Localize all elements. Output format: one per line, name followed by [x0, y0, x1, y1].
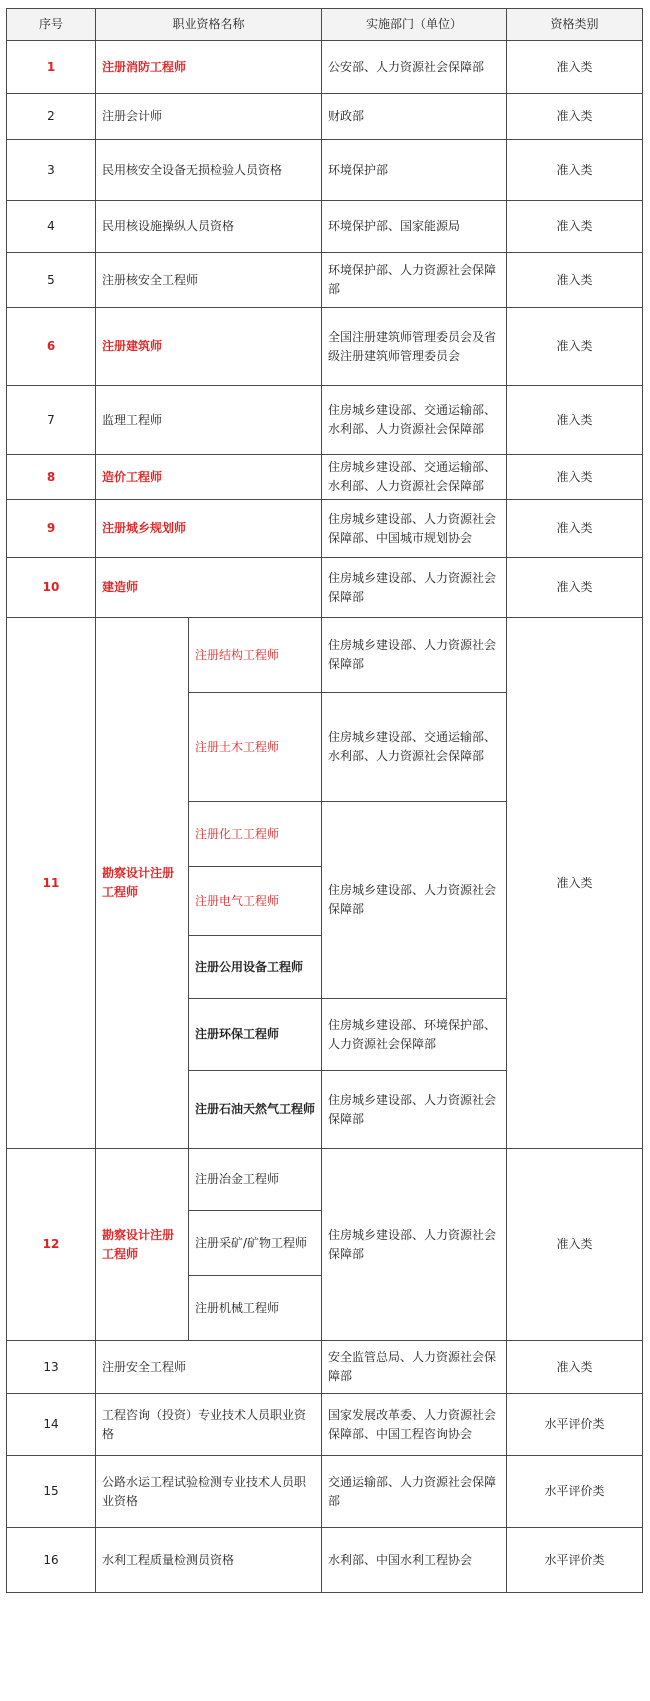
qualification-table [6, 8, 643, 1593]
table-row [7, 253, 643, 308]
header-seq: 序号 [7, 9, 96, 41]
row-name: 造价工程师 [96, 455, 322, 500]
sub-qualification: 注册石油天然气工程师 [189, 1071, 322, 1149]
row-dept: 住房城乡建设部、人力资源社会保障部 [322, 1071, 507, 1149]
row-dept: 水利部、中国水利工程协会 [322, 1528, 507, 1593]
table-row [7, 1456, 643, 1528]
sub-qualification: 注册化工工程师 [189, 802, 322, 867]
table-row [7, 500, 643, 558]
sub-qualification: 注册环保工程师 [189, 999, 322, 1071]
row-dept: 住房城乡建设部、环境保护部、人力资源社会保障部 [322, 999, 507, 1071]
row-dept: 财政部 [322, 94, 507, 140]
row-name: 水利工程质量检测员资格 [96, 1528, 322, 1593]
row-name: 民用核设施操纵人员资格 [96, 201, 322, 253]
row-type: 准入类 [507, 386, 643, 455]
table-row [7, 558, 643, 618]
row-name: 注册城乡规划师 [96, 500, 322, 558]
table-row [7, 201, 643, 253]
row-name: 工程咨询（投资）专业技术人员职业资格 [96, 1394, 322, 1456]
row-dept: 国家发展改革委、人力资源社会保障部、中国工程咨询协会 [322, 1394, 507, 1456]
row-seq: 13 [7, 1341, 96, 1394]
table-row [7, 618, 643, 693]
row-name: 注册安全工程师 [96, 1341, 322, 1394]
row-name: 公路水运工程试验检测专业技术人员职业资格 [96, 1456, 322, 1528]
header-dept: 实施部门（单位） [322, 9, 507, 41]
row-seq: 8 [7, 455, 96, 500]
row-dept: 住房城乡建设部、人力资源社会保障部、中国城市规划协会 [322, 500, 507, 558]
row-type: 准入类 [507, 1341, 643, 1394]
table-row [7, 308, 643, 386]
group-name: 勘察设计注册工程师 [96, 618, 189, 1149]
row-type: 水平评价类 [507, 1456, 643, 1528]
table-row [7, 94, 643, 140]
row-type: 准入类 [507, 41, 643, 94]
group-type: 准入类 [507, 618, 643, 1149]
row-name: 建造师 [96, 558, 322, 618]
row-seq: 4 [7, 201, 96, 253]
sub-qualification: 注册电气工程师 [189, 867, 322, 936]
row-type: 准入类 [507, 455, 643, 500]
row-name: 监理工程师 [96, 386, 322, 455]
row-seq: 6 [7, 308, 96, 386]
row-dept: 住房城乡建设部、人力资源社会保障部 [322, 618, 507, 693]
row-name: 注册会计师 [96, 94, 322, 140]
row-seq: 9 [7, 500, 96, 558]
sub-qualification: 注册土木工程师 [189, 693, 322, 802]
table-row [7, 386, 643, 455]
row-name: 民用核安全设备无损检验人员资格 [96, 140, 322, 201]
row-dept: 住房城乡建设部、人力资源社会保障部 [322, 802, 507, 999]
row-type: 准入类 [507, 500, 643, 558]
row-type: 准入类 [507, 253, 643, 308]
sub-qualification: 注册机械工程师 [189, 1276, 322, 1341]
row-type: 准入类 [507, 308, 643, 386]
row-seq: 15 [7, 1456, 96, 1528]
sub-qualification: 注册结构工程师 [189, 618, 322, 693]
table-row [7, 455, 643, 500]
sub-qualification: 注册公用设备工程师 [189, 936, 322, 999]
group-seq: 11 [7, 618, 96, 1149]
table-row [7, 1149, 643, 1211]
row-dept: 公安部、人力资源社会保障部 [322, 41, 507, 94]
row-dept: 环境保护部、国家能源局 [322, 201, 507, 253]
group-seq: 12 [7, 1149, 96, 1341]
row-dept: 安全监管总局、人力资源社会保障部 [322, 1341, 507, 1394]
row-seq: 1 [7, 41, 96, 94]
table-row [7, 41, 643, 94]
header-name: 职业资格名称 [96, 9, 322, 41]
row-seq: 2 [7, 94, 96, 140]
table-header-row [7, 9, 643, 41]
header-type: 资格类别 [507, 9, 643, 41]
row-dept: 住房城乡建设部、交通运输部、水利部、人力资源社会保障部 [322, 386, 507, 455]
table-row [7, 1394, 643, 1456]
row-dept: 住房城乡建设部、人力资源社会保障部 [322, 1149, 507, 1341]
row-type: 准入类 [507, 558, 643, 618]
table-row [7, 140, 643, 201]
row-dept: 住房城乡建设部、交通运输部、水利部、人力资源社会保障部 [322, 455, 507, 500]
row-type: 准入类 [507, 94, 643, 140]
row-type: 水平评价类 [507, 1528, 643, 1593]
row-type: 水平评价类 [507, 1394, 643, 1456]
table-row [7, 1528, 643, 1593]
row-seq: 7 [7, 386, 96, 455]
row-dept: 全国注册建筑师管理委员会及省级注册建筑师管理委员会 [322, 308, 507, 386]
row-seq: 5 [7, 253, 96, 308]
row-seq: 3 [7, 140, 96, 201]
row-dept: 交通运输部、人力资源社会保障部 [322, 1456, 507, 1528]
row-seq: 14 [7, 1394, 96, 1456]
group-name: 勘察设计注册工程师 [96, 1149, 189, 1341]
row-dept: 住房城乡建设部、人力资源社会保障部 [322, 558, 507, 618]
row-dept: 环境保护部 [322, 140, 507, 201]
row-seq: 10 [7, 558, 96, 618]
row-dept: 环境保护部、人力资源社会保障部 [322, 253, 507, 308]
row-name: 注册消防工程师 [96, 41, 322, 94]
row-type: 准入类 [507, 201, 643, 253]
row-type: 准入类 [507, 140, 643, 201]
group-type: 准入类 [507, 1149, 643, 1341]
row-dept: 住房城乡建设部、交通运输部、水利部、人力资源社会保障部 [322, 693, 507, 802]
row-name: 注册建筑师 [96, 308, 322, 386]
row-seq: 16 [7, 1528, 96, 1593]
row-name: 注册核安全工程师 [96, 253, 322, 308]
sub-qualification: 注册冶金工程师 [189, 1149, 322, 1211]
table-row [7, 1341, 643, 1394]
sub-qualification: 注册采矿/矿物工程师 [189, 1211, 322, 1276]
